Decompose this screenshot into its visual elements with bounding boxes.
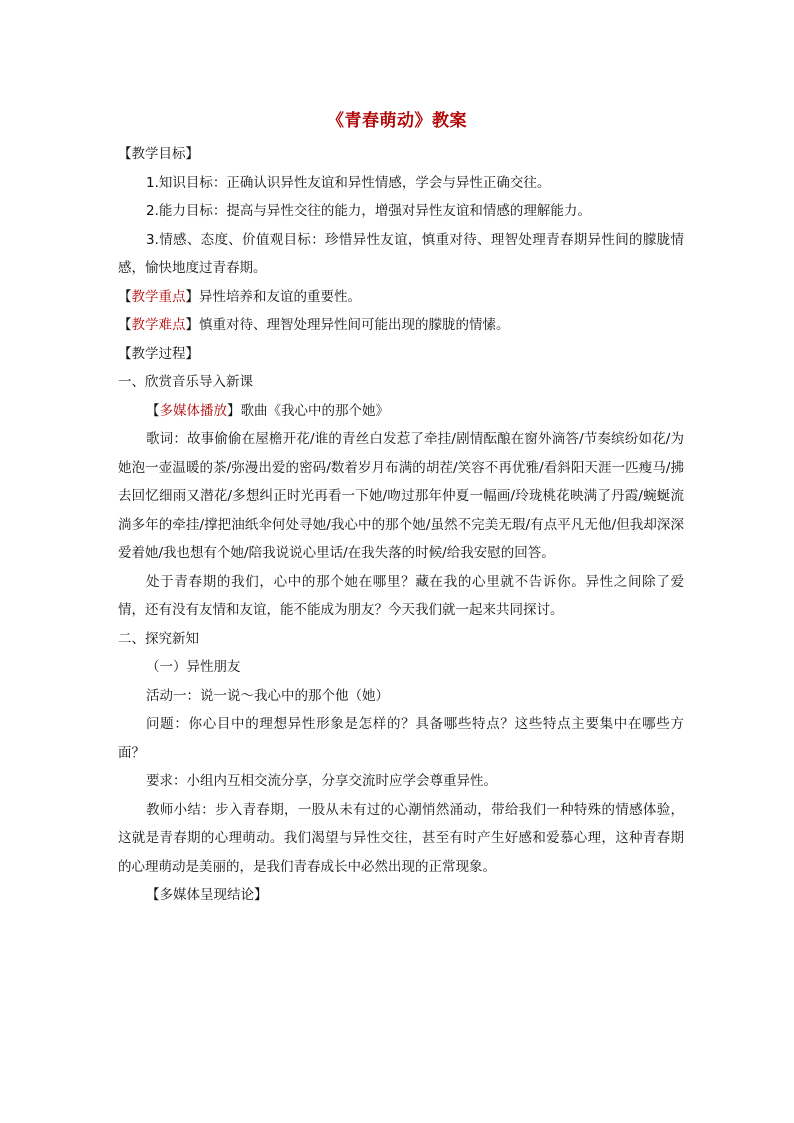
- question-paragraph: 问题：你心目中的理想异性形象是怎样的？具备哪些特点？这些特点主要集中在哪些方面？: [118, 716, 684, 761]
- requirement-paragraph: 要求：小组内互相交流分享，分享交流时应学会尊重异性。: [146, 773, 497, 789]
- page-title: 《青春萌动》教案: [327, 111, 467, 131]
- key-point-bracket-close: 】: [185, 288, 199, 305]
- goal-knowledge: 1.知识目标：正确认识异性友谊和异性情感，学会与异性正确交往。: [146, 174, 551, 191]
- difficult-point-text: 慎重对待、理智处理异性间可能出现的朦胧的情愫。: [199, 317, 510, 333]
- teaching-goals-heading: 【教学目标】: [118, 146, 199, 162]
- key-point-text: 异性培养和友谊的重要性。: [199, 288, 361, 305]
- difficult-point-bracket-open: 【: [118, 317, 132, 333]
- teaching-process-heading: 【教学过程】: [118, 345, 199, 362]
- key-point-bracket-open: 【: [118, 288, 132, 305]
- section-one-heading: 一、欣赏音乐导入新课: [118, 374, 253, 390]
- subsection-opposite-sex-friends: （一）异性朋友: [146, 659, 241, 675]
- difficult-point-bracket-close: 】: [185, 317, 199, 333]
- media-conclusion-heading: 【多媒体呈现结论】: [146, 887, 268, 903]
- lyrics-paragraph: 歌词：故事偷偷在屋檐开花/谁的青丝白发惹了牵挂/剧情酝酿在窗外滴答/节奏缤纷如花/为她泡一壶温暖的茶/弥漫出爱的密码/数着岁月布满的胡茬/笑容不再优雅/看斜阳天涯一匹瘦马/拂去回忆细雨又潜花/多想纠正时光再看一下她/吻过那年仲夏一幅画/玲珑桃花映满了丹霞/蜿蜒流淌多年的牵挂/撑把油纸伞何处寻她/我心中的那个她/虽然不完美无瑕/有点平凡无他/但我却深深爱着她/我也想有个她/陪我说说心里话/在我失落的时候/给我安慰的回答。: [118, 431, 684, 561]
- media-play-label: 多媒体播放: [159, 402, 227, 419]
- key-point-label: 教学重点: [131, 288, 186, 305]
- media-play-bracket-close: 】: [227, 402, 241, 419]
- media-play-bracket-open: 【: [146, 402, 160, 419]
- key-point-line: [118, 283, 684, 312]
- goal-ability: 2.能力目标：提高与异性交往的能力，增强对异性友谊和情感的理解能力。: [146, 203, 591, 219]
- difficult-point-line: [118, 311, 684, 340]
- activity-one: 活动一：说一说～我心中的那个他（她）: [146, 687, 389, 704]
- section-two-heading: 二、探究新知: [118, 630, 199, 647]
- teacher-summary-paragraph: 教师小结：步入青春期，一股从未有过的心潮悄然涌动，带给我们一种特殊的情感体验，这就是青春期的心理萌动。我们渴望与异性交往，甚至有时产生好感和爱慕心理，这种青春期的心理萌动是美丽的，是我们青春成长中必然出现的正常现象。: [118, 801, 684, 875]
- document-body: [118, 140, 684, 910]
- intro-paragraph: 处于青春期的我们，心中的那个她在哪里？藏在我的心里就不告诉你。异性之间除了爱情，还有没有友情和友谊，能不能成为朋友？今天我们就一起来共同探讨。: [118, 573, 684, 618]
- difficult-point-label: 教学难点: [131, 317, 186, 333]
- media-play-line: [118, 397, 684, 426]
- goal-emotion: 3.情感、态度、价值观目标：珍惜异性友谊，慎重对待、理智处理青春期异性间的朦胧情感，愉快地度过青春期。: [118, 231, 684, 276]
- media-play-text: 歌曲《我心中的那个她》: [240, 402, 389, 419]
